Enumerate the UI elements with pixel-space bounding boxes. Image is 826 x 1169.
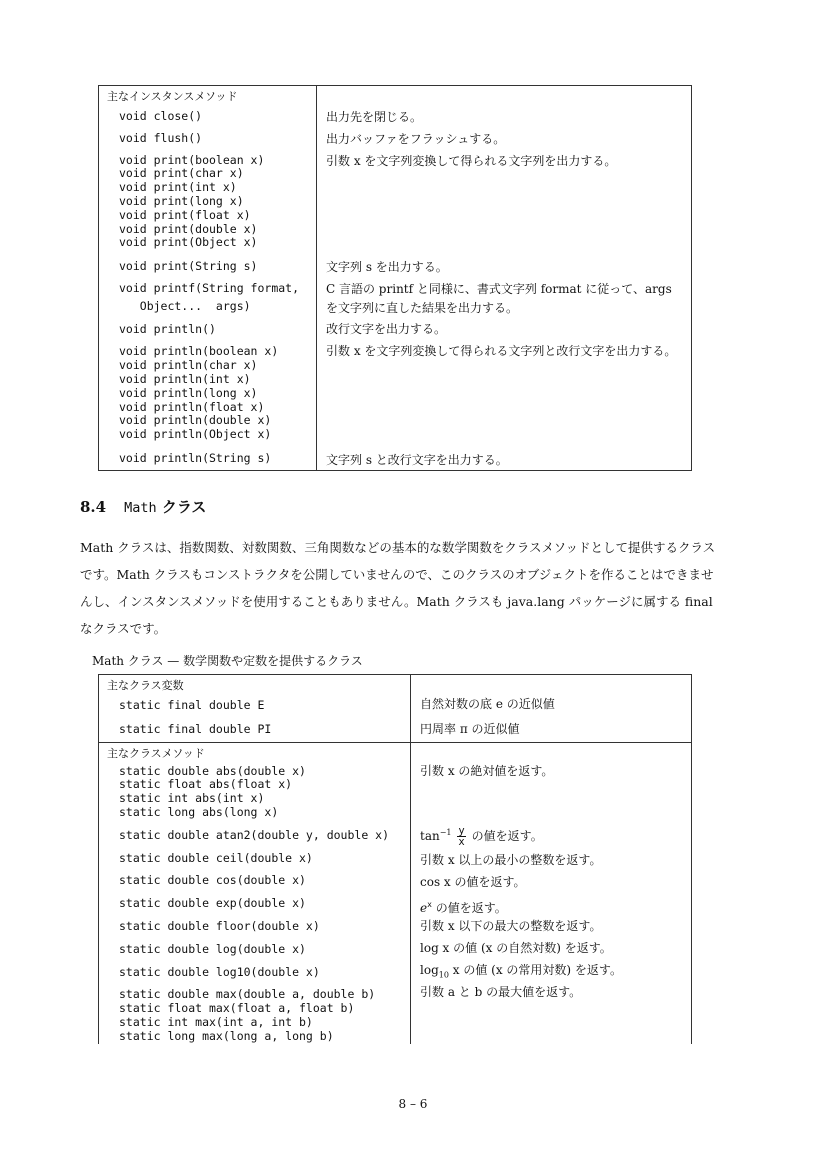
- desc-close: 出力先を閉じる。: [326, 110, 423, 124]
- method-signature: void println(long x): [119, 385, 258, 400]
- method-atan2: static double atan2(double y, double x): [119, 827, 390, 842]
- math-class-table: [98, 674, 692, 1044]
- method-signature: static long max(long a, long b): [119, 1028, 334, 1043]
- desc-println-string: 文字列 s と改行文字を出力する。: [326, 453, 508, 467]
- method-signature: void println(float x): [119, 399, 265, 414]
- table-caption: Math クラス — 数学関数や定数を提供するクラス: [92, 654, 363, 668]
- method-flush: void flush(): [119, 130, 203, 145]
- method-signature: void println(int x): [119, 371, 251, 386]
- method-floor: static double floor(double x): [119, 918, 320, 933]
- desc-floor: 引数 x 以下の最大の整数を返す。: [420, 918, 602, 933]
- desc-print: 引数 x を文字列変換して得られる文字列を出力する。: [326, 154, 617, 168]
- method-exp: static double exp(double x): [119, 896, 306, 911]
- section-label: 主なインスタンスメソッド: [107, 90, 238, 103]
- desc-e: 自然対数の底 e の近似値: [420, 697, 555, 711]
- desc-atan2: $\tan^{-1}$ $\frac{y}{x}$ の値を返す。: [420, 824, 543, 848]
- method-max-group: [99, 988, 410, 1043]
- method-signature: static double abs(double x): [119, 763, 306, 778]
- method-signature: void printf(String format,: [119, 280, 300, 295]
- method-signature: static int max(int a, int b): [119, 1014, 313, 1029]
- var-method-column: [99, 675, 411, 743]
- method-signature: void print(int x): [119, 180, 237, 195]
- method-signature: void println(double x): [119, 413, 272, 428]
- method-log10: static double log10(double x): [119, 964, 320, 979]
- desc-flush: 出力バッファをフラッシュする。: [326, 132, 506, 146]
- var-e: static final double E: [119, 698, 265, 712]
- method-signature: void println(boolean x): [119, 344, 279, 359]
- desc-pi: 円周率 π の近似値: [420, 722, 520, 736]
- desc-printf: C 言語の printf と同様に、書式文字列 format に従って、args を文字列に直した結果を出力する。: [326, 282, 672, 315]
- method-signature: void println(Object x): [119, 427, 272, 442]
- method-signature: void print(boolean x): [119, 152, 265, 167]
- section-title-suffix: クラス: [161, 498, 207, 516]
- class-method-label: 主なクラスメソッド: [107, 746, 205, 760]
- var-desc-column: [411, 675, 692, 743]
- method-ceil: static double ceil(double x): [119, 850, 313, 865]
- printstream-method-table: [98, 85, 692, 471]
- desc-ceil: 引数 x 以上の最小の整数を返す。: [420, 852, 602, 867]
- fraction-y-over-x: $\frac{y}{x}$: [458, 824, 465, 848]
- method-column: [99, 86, 317, 470]
- method-signature: static double max(double a, double b): [119, 987, 376, 1002]
- method-print-string: void print(String s): [119, 259, 258, 274]
- method-column: [99, 742, 411, 1044]
- method-signature: static long abs(long x): [119, 804, 279, 819]
- section-class-name: Math: [124, 500, 157, 516]
- section-heading: [80, 496, 206, 517]
- method-signature: void print(double x): [119, 221, 258, 236]
- desc-log10: $\log_{10} x$ の値 (x の常用対数) を返す。: [420, 962, 622, 979]
- method-signature: void print(float x): [119, 207, 251, 222]
- method-println-string: void println(String s): [119, 450, 272, 465]
- method-signature: static float abs(float x): [119, 777, 293, 792]
- method-signature: void print(char x): [119, 166, 244, 181]
- description-column: [317, 86, 692, 470]
- desc-println: 改行文字を出力する。: [326, 322, 447, 336]
- section-paragraph: Math クラスは、指数関数、対数関数、三角関数などの基本的な数学関数をクラスメソッドとして提供するクラスです。Math クラスもコンストラクタを公開していませんので、このクラスのオブジェクトを作ることはできませんし、インスタンスメソッドを使用することもありません。Math クラスも java.lang パッケージに属する final なクラスです。: [80, 540, 716, 636]
- method-signature: void println(char x): [119, 358, 258, 373]
- desc-max: 引数 a と b の最大値を返す。: [420, 984, 582, 999]
- var-pi: static final double PI: [119, 721, 272, 736]
- page-number: 8 – 6: [398, 1097, 428, 1111]
- description-column: [411, 742, 692, 1044]
- method-close: void close(): [119, 109, 203, 123]
- method-cos: static double cos(double x): [119, 873, 306, 888]
- method-println: void println(): [119, 321, 216, 336]
- method-abs-group: [99, 765, 410, 820]
- desc-abs: 引数 x の絶対値を返す。: [420, 763, 554, 778]
- method-log: static double log(double x): [119, 941, 306, 956]
- method-signature: static float max(float a, float b): [119, 1001, 355, 1016]
- method-signature: void print(long x): [119, 193, 244, 208]
- desc-print-string: 文字列 s を出力する。: [326, 260, 448, 274]
- desc-exp: $e^x$ の値を返す。: [420, 899, 507, 915]
- class-variable-label: 主なクラス変数: [107, 679, 184, 692]
- section-number: 8.4: [80, 498, 107, 516]
- desc-log: log x の値 (x の自然対数) を返す。: [420, 940, 612, 955]
- method-println-group: [99, 345, 316, 442]
- method-signature: static int abs(int x): [119, 791, 265, 806]
- method-signature: void print(Object x): [119, 235, 258, 250]
- method-signature: Object... args): [119, 298, 251, 313]
- desc-println-group: 引数 x を文字列変換して得られる文字列と改行文字を出力する。: [326, 344, 677, 358]
- method-printf: [99, 282, 316, 314]
- desc-cos: cos x の値を返す。: [420, 874, 526, 889]
- method-print-group: [99, 154, 316, 251]
